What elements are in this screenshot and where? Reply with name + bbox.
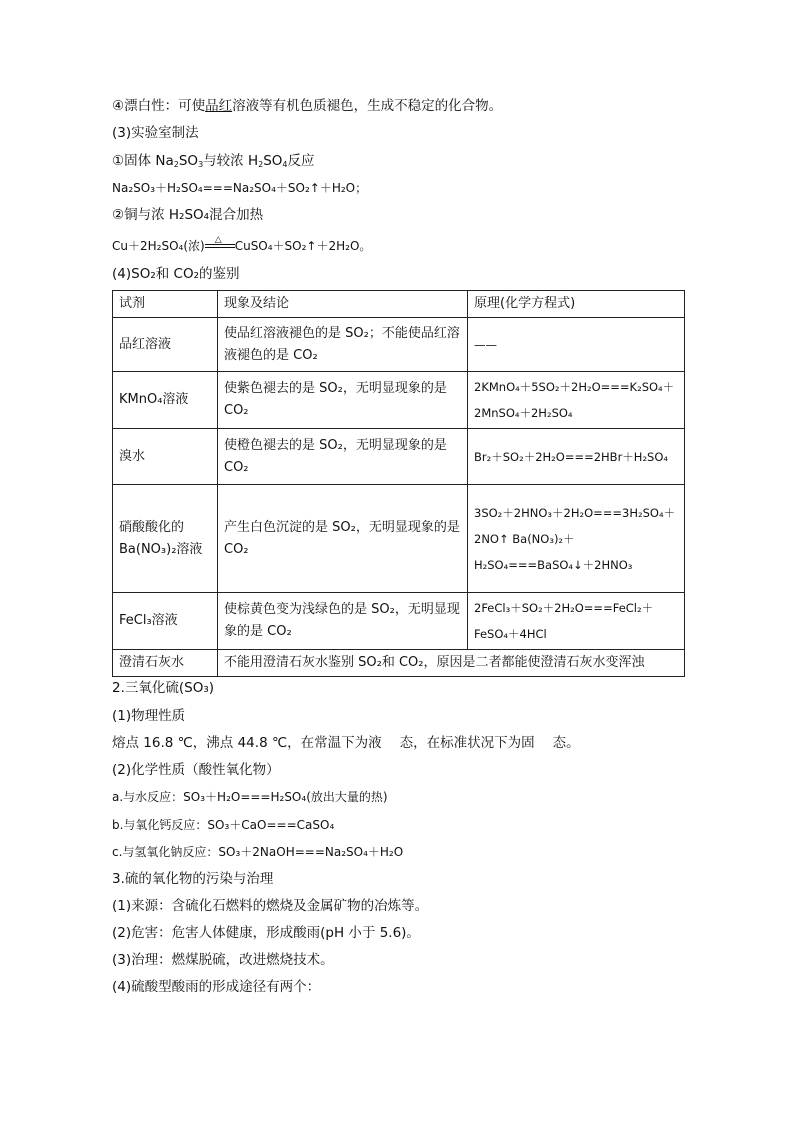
phenomenon-cell: 使紫色褪去的是 SO₂，无明显现象的是 CO₂ (218, 372, 468, 429)
method1-mid1: SO (178, 153, 199, 169)
header-reagent: 试剂 (113, 291, 218, 318)
reagent-cell: 溴水 (113, 429, 218, 485)
equation-2 (112, 236, 371, 256)
pollution-heading: 3.硫的氧化物的污染与治理 (112, 871, 274, 887)
table-row (113, 485, 685, 593)
chemical-properties-heading: (2)化学性质（酸性氧化物） (112, 762, 280, 778)
header-phenomenon: 现象及结论 (218, 291, 468, 318)
method1-mid2: 与较浓 H (203, 153, 259, 169)
pollution-source: (1)来源：含硫化石燃料的燃烧及金属矿物的冶炼等。 (112, 898, 429, 914)
phenomenon-cell: 使品红溶液褪色的是 SO₂；不能使品红溶液褪色的是 CO₂ (218, 318, 468, 372)
bleach-suffix: 溶液等有机色质褪色，生成不稳定的化合物。 (232, 98, 503, 114)
method1-line: ①固体 $Na_2SO_3$与较浓 $H_2SO_4$反应 (112, 153, 315, 169)
phenomenon-cell: 产生白色沉淀的是 SO₂，无明显现象的是 CO₂ (218, 485, 468, 593)
principle-cell: 2KMnO₄＋5SO₂＋2H₂O===K₂SO₄＋2MnSO₄＋2H₂SO₄ (468, 372, 685, 429)
heating-condition-mark (205, 237, 235, 253)
table-row (113, 650, 685, 677)
table-row (113, 318, 685, 372)
physical-text-c: 态。 (552, 735, 580, 751)
method2-line: ②铜与浓 H₂SO₄混合加热 (112, 207, 264, 223)
header-principle: 原理(化学方程式) (468, 291, 685, 318)
principle-cell: —— (468, 318, 685, 372)
table-row (113, 593, 685, 650)
table-row (113, 429, 685, 485)
equation-1: Na₂SO₃＋H₂SO₄===Na₂SO₄＋SO₂↑＋H₂O； (112, 181, 368, 195)
reagent-cell: FeCl₃溶液 (113, 593, 218, 650)
reaction-with-water: a.与水反应：SO₃＋H₂O===H₂SO₄(放出大量的热) (112, 790, 388, 804)
physical-text-b: 态，在标准状况下为固 (399, 735, 535, 751)
principle-cell: 2FeCl₃＋SO₂＋2H₂O===FeCl₂＋FeSO₄＋4HCl (468, 593, 685, 650)
equation-2-left: Cu＋2H₂SO₄(浓) (112, 239, 205, 253)
bleach-underlined-word: 品红 (205, 98, 233, 114)
equation-2-right: CuSO₄＋SO₂↑＋2H₂O。 (234, 239, 372, 253)
pollution-harm: (2)危害：危害人体健康，形成酸雨(pH 小于 5.6)。 (112, 925, 420, 941)
reagent-cell: 澄清石灰水 (113, 650, 218, 677)
principle-cell: Br₂＋SO₂＋2H₂O===2HBr＋H₂SO₄ (468, 429, 685, 485)
reagent-cell: KMnO₄溶液 (113, 372, 218, 429)
heat-triangle-icon: △ (214, 235, 222, 245)
pollution-treatment: (3)治理：燃煤脱硫，改进燃烧技术。 (112, 952, 334, 968)
identification-heading: (4)SO₂和 CO₂的鉴别 (112, 266, 240, 282)
merged-conclusion-cell: 不能用澄清石灰水鉴别 SO₂和 CO₂，原因是二者都能使澄清石灰水变浑浊 (218, 650, 685, 677)
method1-suffix: 反应 (287, 153, 315, 169)
reaction-with-cao: b.与氧化钙反应：SO₃＋CaO===CaSO₄ (112, 818, 335, 832)
physical-text-a: 熔点 16.8 ℃，沸点 44.8 ℃，在常温下为液 (112, 735, 382, 751)
acid-rain-formation: (4)硫酸型酸雨的形成途径有两个： (112, 979, 321, 995)
method1-mid3: SO (263, 153, 283, 169)
phenomenon-cell: 使棕黄色变为浅绿色的是 SO₂，无明显现象的是 CO₂ (218, 593, 468, 650)
principle-cell: 3SO₂＋2HNO₃＋2H₂O===3H₂SO₄＋2NO↑ Ba(NO₃)₂＋H₂SO₄===BaSO₄↓＋2HNO₃ (468, 485, 685, 593)
table-row (113, 372, 685, 429)
phenomenon-cell: 使橙色褪去的是 SO₂，无明显现象的是 CO₂ (218, 429, 468, 485)
bleaching-line (112, 96, 502, 116)
reagent-cell: 品红溶液 (113, 318, 218, 372)
lab-prep-heading: (3)实验室制法 (112, 125, 199, 141)
so3-heading: 2.三氧化硫(SO₃) (112, 680, 215, 696)
physical-properties-heading: (1)物理性质 (112, 708, 186, 724)
so2-co2-identification-table (112, 290, 685, 677)
reagent-cell: 硝酸酸化的 Ba(NO₃)₂溶液 (113, 485, 218, 593)
bleach-prefix: ④漂白性：可使 (112, 98, 206, 114)
method1-prefix: ①固体 Na (112, 153, 174, 169)
table-header-row (113, 291, 685, 318)
reaction-with-naoh: c.与氢氧化钠反应：SO₃＋2NaOH===Na₂SO₄＋H₂O (112, 845, 404, 859)
physical-properties-text (112, 733, 580, 753)
